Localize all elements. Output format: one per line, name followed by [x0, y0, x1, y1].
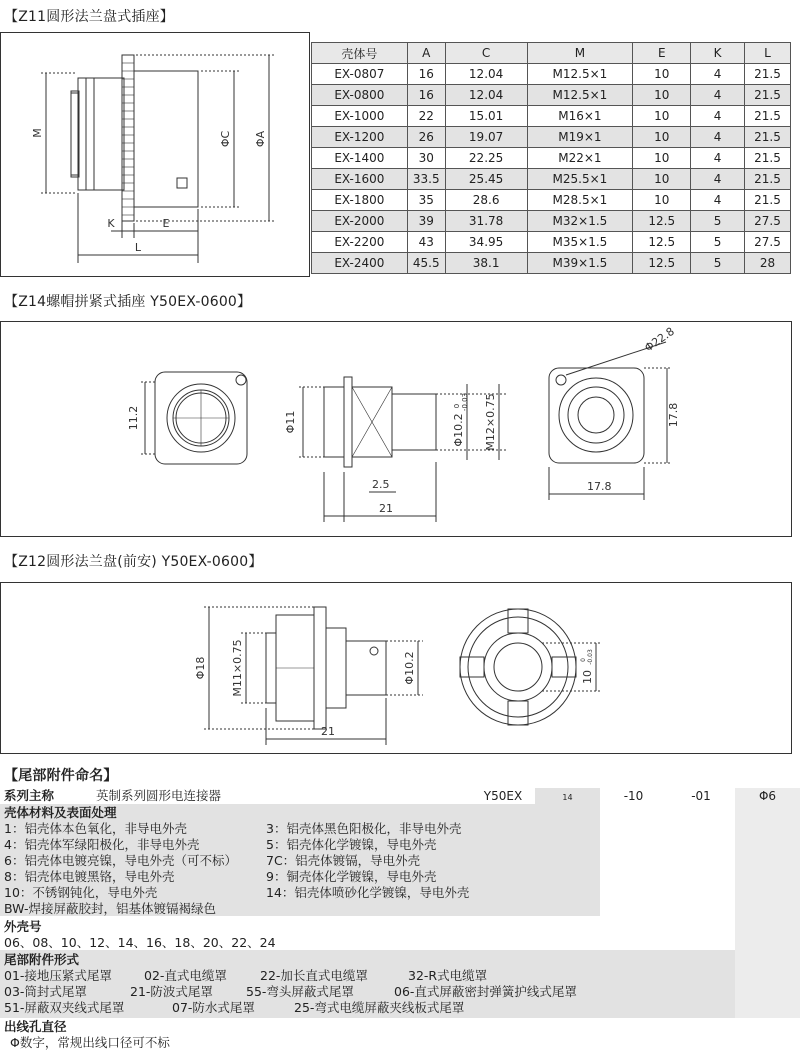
z11-label-phi-a: ΦA [254, 130, 267, 148]
material-9: 9：铜壳体化学镀镍，导电外壳 [266, 869, 437, 884]
table-cell: EX-2000 [312, 211, 408, 232]
table-cell: EX-1800 [312, 190, 408, 211]
table-cell: 43 [407, 232, 445, 253]
col-header: M [527, 43, 633, 64]
table-cell: EX-1600 [312, 169, 408, 190]
table-cell: 35 [407, 190, 445, 211]
table-cell: 4 [691, 148, 745, 169]
z11-label-k: K [107, 217, 115, 230]
table-row [312, 148, 791, 169]
table-cell: 12.04 [445, 64, 527, 85]
material-bw: BW-焊接屏蔽胶封，铝基体镀镉褐绿色 [4, 901, 216, 916]
material-8: 8：铝壳体电镀黑铬，导电外壳 [4, 869, 175, 884]
table-row [312, 64, 791, 85]
z14-dim-phi11: Φ11 [284, 410, 297, 434]
z14-tol-lower: -0.03 [461, 392, 469, 412]
table-cell: 31.78 [445, 211, 527, 232]
tail-21: 21-防波式尾罩 [130, 984, 213, 999]
table-cell: 21.5 [745, 190, 791, 211]
table-cell: 4 [691, 106, 745, 127]
table-cell: 21.5 [745, 106, 791, 127]
code-shell: 14 [562, 793, 573, 802]
table-cell: 16 [407, 85, 445, 106]
material-1: 1：铝壳体本色氧化，非导电外壳 [4, 821, 187, 836]
tail-55: 55-弯头屏蔽式尾罩 [246, 984, 354, 999]
tail-32: 32-R式电缆罩 [408, 968, 488, 983]
tail-02: 02-直式电缆罩 [144, 968, 227, 983]
tail-title: 尾部附件形式 [4, 952, 80, 967]
table-cell: 38.1 [445, 253, 527, 274]
table-cell: 4 [691, 85, 745, 106]
z14-dim-2-5: 2.5 [372, 478, 390, 491]
material-6: 6：铝壳体电镀亮镍，导电外壳（可不标） [4, 853, 237, 868]
table-cell: EX-2400 [312, 253, 408, 274]
table-header-row [312, 43, 791, 64]
table-cell: 12.04 [445, 85, 527, 106]
code-seg2: -01 [691, 789, 711, 803]
table-cell: M19×1 [527, 127, 633, 148]
table-cell: 10 [633, 85, 691, 106]
table-cell: 5 [691, 211, 745, 232]
table-row [312, 211, 791, 232]
z12-dim-phi18: Φ18 [194, 656, 207, 680]
table-cell: EX-0807 [312, 64, 408, 85]
col-header: 壳体号 [312, 43, 408, 64]
table-row [312, 190, 791, 211]
code-seg1: -10 [623, 789, 644, 803]
table-cell: 10 [633, 148, 691, 169]
table-cell: 4 [691, 190, 745, 211]
z12-dim-21: 21 [321, 725, 335, 738]
table-cell: EX-1000 [312, 106, 408, 127]
z14-dim-17-8-horizontal: 17.8 [587, 480, 612, 493]
tail-07: 07-防水式尾罩 [172, 1000, 255, 1015]
table-row [312, 106, 791, 127]
z14-dim-phi22-8: Φ22.8 [642, 324, 677, 355]
material-10: 10：不锈钢钝化，导电外壳 [4, 885, 158, 900]
col-header: C [445, 43, 527, 64]
table-cell: 28.6 [445, 190, 527, 211]
table-cell: 10 [633, 64, 691, 85]
z11-label-m: M [31, 128, 44, 138]
table-cell: 21.5 [745, 148, 791, 169]
z12-drawing [1, 583, 793, 755]
table-cell: 16 [407, 64, 445, 85]
z12-drawing-frame [0, 582, 792, 754]
z11-drawing [1, 33, 311, 278]
material-title: 壳体材料及表面处理 [4, 805, 117, 820]
z14-dim-21: 21 [379, 502, 393, 515]
table-cell: 21.5 [745, 85, 791, 106]
table-cell: 27.5 [745, 211, 791, 232]
z11-label-phi-c: ΦC [219, 130, 232, 148]
table-cell: 34.95 [445, 232, 527, 253]
table-cell: M16×1 [527, 106, 633, 127]
col-header: L [745, 43, 791, 64]
material-5: 5：铝壳体化学镀镍，导电外壳 [266, 837, 437, 852]
z12-dim-10: 10 [581, 670, 594, 684]
table-cell: 10 [633, 127, 691, 148]
shell-list: 06、08、10、12、14、16、18、20、22、24 [4, 935, 276, 950]
code-seg3: Φ6 [758, 789, 777, 803]
table-cell: M25.5×1 [527, 169, 633, 190]
col-header: K [691, 43, 745, 64]
material-14: 14：铝壳体喷砂化学镀镍，导电外壳 [266, 885, 470, 900]
table-cell: 21.5 [745, 64, 791, 85]
table-cell: 27.5 [745, 232, 791, 253]
z12-section-title: 【Z12圆形法兰盘(前安) Y50EX-0600】 [4, 554, 263, 570]
table-cell: EX-1200 [312, 127, 408, 148]
col-header: E [633, 43, 691, 64]
table-cell: 25.45 [445, 169, 527, 190]
table-cell: 19.07 [445, 127, 527, 148]
tail-51: 51-屏蔽双夹线式尾罩 [4, 1000, 125, 1015]
z14-dim-17-8-vertical: 17.8 [667, 402, 680, 428]
series-label: 系列主称 [4, 788, 55, 803]
table-cell: 12.5 [633, 253, 691, 274]
z11-label-e: E [162, 217, 170, 230]
table-cell: 12.5 [633, 211, 691, 232]
table-cell: 39 [407, 211, 445, 232]
table-cell: 15.01 [445, 106, 527, 127]
z14-tol-upper: 0 [453, 403, 461, 409]
material-7c: 7C：铝壳体镀镉，导电外壳 [266, 853, 421, 868]
table-cell: 12.5 [633, 232, 691, 253]
z14-drawing [1, 322, 793, 538]
table-cell: 28 [745, 253, 791, 274]
table-row [312, 85, 791, 106]
z14-dim-phi10-2: Φ10.2 [452, 413, 465, 447]
table-cell: EX-0800 [312, 85, 408, 106]
z14-dim-11-2: 11.2 [127, 405, 140, 431]
table-cell: 22 [407, 106, 445, 127]
table-cell: 10 [633, 106, 691, 127]
table-cell: EX-2200 [312, 232, 408, 253]
material-4: 4：铝壳体军绿阳极化，非导电外壳 [4, 837, 200, 852]
outlet-desc: Φ数字，常规出线口径可不标 [10, 1035, 170, 1050]
tail-03: 03-筒封式尾罩 [4, 984, 87, 999]
table-row [312, 169, 791, 190]
table-cell: 30 [407, 148, 445, 169]
code-prefix: Y50EX [483, 789, 523, 803]
table-cell: M12.5×1 [527, 64, 633, 85]
tail-25: 25-弯式电缆屏蔽夹线板式尾罩 [294, 1000, 465, 1015]
table-cell: 45.5 [407, 253, 445, 274]
z11-label-l: L [134, 241, 142, 254]
table-cell: EX-1400 [312, 148, 408, 169]
z14-section-title: 【Z14螺帽拼紧式插座 Y50EX-0600】 [4, 294, 252, 310]
table-cell: 22.25 [445, 148, 527, 169]
table-cell: M28.5×1 [527, 190, 633, 211]
table-cell: 4 [691, 169, 745, 190]
table-row [312, 232, 791, 253]
table-cell: 21.5 [745, 169, 791, 190]
table-cell: 26 [407, 127, 445, 148]
table-cell: 10 [633, 190, 691, 211]
table-cell: 33.5 [407, 169, 445, 190]
table-cell: 4 [691, 127, 745, 148]
table-cell: 4 [691, 64, 745, 85]
table-cell: 5 [691, 253, 745, 274]
z12-tol-lower: -0.03 [587, 649, 594, 665]
z11-spec-table [311, 42, 791, 274]
table-row [312, 253, 791, 274]
col-header: A [407, 43, 445, 64]
z14-drawing-frame [0, 321, 792, 537]
naming-panel [0, 788, 800, 1053]
table-cell: M22×1 [527, 148, 633, 169]
tail-01: 01-接地压紧式尾罩 [4, 968, 112, 983]
table-cell: 21.5 [745, 127, 791, 148]
z11-drawing-frame [0, 32, 310, 277]
tail-22: 22-加长直式电缆罩 [260, 968, 368, 983]
table-row [312, 127, 791, 148]
outlet-title: 出线孔直径 [4, 1019, 67, 1034]
table-cell: M35×1.5 [527, 232, 633, 253]
table-cell: M39×1.5 [527, 253, 633, 274]
z11-section-title: 【Z11圆形法兰盘式插座】 [4, 9, 175, 25]
table-cell: 10 [633, 169, 691, 190]
z12-dim-phi10-2: Φ10.2 [403, 651, 416, 685]
shell-title: 外壳号 [4, 919, 42, 934]
tail-06: 06-直式屏蔽密封弹簧护线式尾罩 [394, 984, 577, 999]
table-cell: 5 [691, 232, 745, 253]
table-cell: M32×1.5 [527, 211, 633, 232]
z12-tol-upper: 0 [580, 658, 587, 662]
z14-dim-m12: M12×0.75 [484, 393, 497, 451]
bar-seg1 [600, 788, 667, 916]
series-desc: 英制系列圆形电连接器 [96, 788, 222, 803]
z12-dim-m11: M11×0.75 [231, 639, 244, 697]
material-3: 3：铝壳体黑色阳极化，非导电外壳 [266, 821, 462, 836]
naming-section-title: 【尾部附件命名】 [4, 768, 118, 784]
table-cell: M12.5×1 [527, 85, 633, 106]
